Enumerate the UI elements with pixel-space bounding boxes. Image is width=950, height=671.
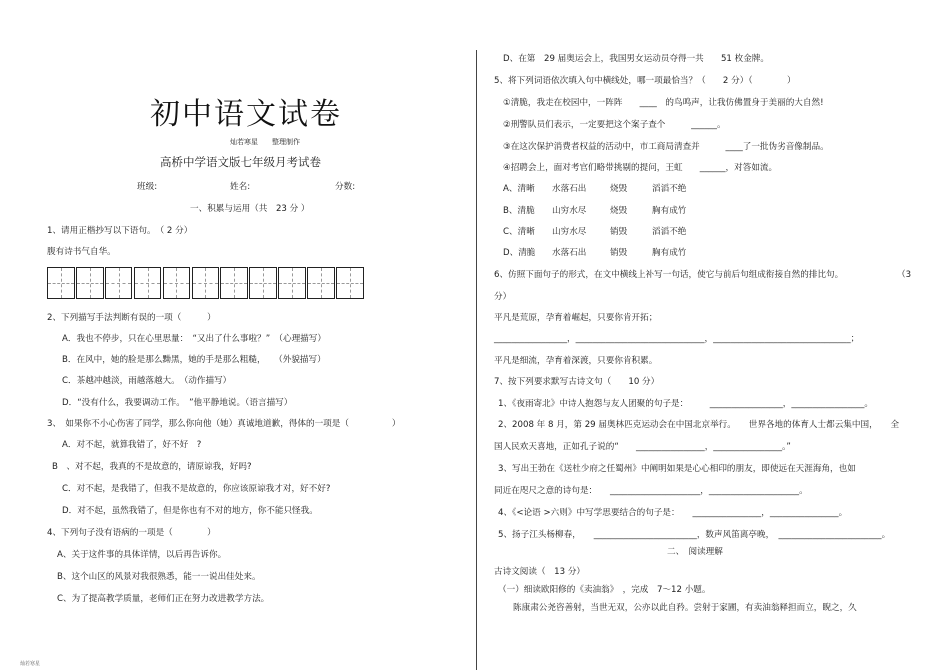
question-5-option-cell: 销毁: [610, 227, 628, 237]
question-7-item-5[interactable]: 5、扬子江头杨柳春， ________________________，数声风笛离亭晚， ________________________。: [498, 530, 891, 540]
grid-cell[interactable]: [220, 267, 248, 299]
grid-cell[interactable]: [163, 267, 191, 299]
grid-cell[interactable]: [307, 267, 335, 299]
question-5-option-cell: 销毁: [610, 248, 628, 258]
question-4-option-c: C、为了提高教学质量，老师们正在努力改进教学方法。: [57, 594, 270, 604]
question-7: 7、按下列要求默写古诗文句（ 10 分）: [494, 377, 660, 387]
question-1: 1、请用正楷抄写以下语句。 （ 2 分）: [47, 226, 193, 236]
section-1-heading: 一、积累与运用（共 23 分 ）: [190, 204, 310, 214]
question-5-sentence-3: ③在这次保护消费者权益的活动中，市工商局清查并 ____了一批伪劣音像制品。: [503, 142, 829, 152]
question-6-score: （3: [897, 270, 912, 280]
grid-cell[interactable]: [336, 267, 364, 299]
question-4-option-d: D、在第 29 届奥运会上，我国男女运动员夺得一共 51 枚金牌。: [503, 54, 769, 64]
grid-cell[interactable]: [278, 267, 306, 299]
question-7-item-3a: 3、写出王勃在《送杜少府之任蜀州》中阐明如果是心心相印的朋友，即使远在天涯海角，也如: [498, 464, 856, 474]
grid-cell[interactable]: [249, 267, 277, 299]
question-5-option-cell: 山穷水尽: [552, 227, 587, 237]
question-5-option-cell: 烧毁: [610, 184, 628, 194]
question-7-item-2a: 2、2008 年 8 月，第 29 届奥林匹克运动会在中国北京举行。 世界各地的体育人士都云集中国， 全: [498, 420, 900, 430]
question-5-option-cell: C、清晰: [503, 227, 535, 237]
question-5-sentence-4: ④招聘会上，面对考官们略带挑剔的提问，王虹 ______，对答如流。: [503, 163, 778, 173]
question-7-item-4[interactable]: 4、《<论语 >六则》中写学思要结合的句子是： ________________，________________。: [498, 508, 848, 518]
question-5-option-cell: 胸有成竹: [652, 206, 687, 216]
question-5-option-cell: 山穷水尽: [552, 206, 587, 216]
question-5-option-cell: 烧毁: [610, 206, 628, 216]
grid-cell[interactable]: [192, 267, 220, 299]
question-6-text-2: 平凡是细流，孕育着深渡，只要你肯积累。: [494, 356, 658, 366]
question-2-option-c: C．茶越冲越淡，雨越落越大。 （动作描写）: [62, 376, 232, 386]
question-2-option-a: A．我也不停步，只在心里思量： “又出了什么事啦？” （心理描写）: [62, 334, 326, 344]
question-3: 3、 如果你不小心伤害了同学，那么你向他（她）真诚地道歉，得体的一项是（ ）: [47, 419, 401, 429]
question-2: 2、下列描写手法判断有误的一项（ ）: [47, 313, 216, 323]
column-divider: [476, 50, 477, 670]
credit-line: 灿若寒星 整理制作: [230, 138, 300, 146]
question-2-option-d: D．“没有什么，我要调动工作。 ”他平静地说。（语言描写）: [62, 398, 293, 408]
question-5-sentence-1: ①清脆，我走在校园中，一阵阵 ____ 的鸟鸣声，让我仿佛置身于美丽的大自然!: [503, 98, 824, 108]
question-1-text: 腹有诗书气自华。: [47, 247, 116, 257]
question-3-option-c: C．对不起，是我错了，但我不是故意的，你应该原谅我才对，好不好?: [62, 484, 331, 494]
question-4: 4、下列句子没有语病的一项是（ ）: [47, 528, 216, 538]
question-3-option-d: D．对不起，虽然我错了，但是你也有不对的地方，你不能只怪我。: [62, 506, 318, 516]
question-6-text-1: 平凡是荒原，孕育着崛起，只要你肯开拓；: [494, 313, 658, 323]
question-5: 5、将下列词语依次填入句中横线处，哪一项最恰当？（ 2 分）（ ）: [494, 76, 796, 86]
question-5-sentence-2: ②刑警队员们表示，一定要把这个案子查个 ______。: [503, 120, 726, 130]
question-6-score-unit: 分）: [494, 292, 512, 302]
footer-credit: 灿若寒星: [20, 661, 41, 667]
question-4-option-a: A、关于这件事的具体详情，以后再告诉你。: [57, 550, 227, 560]
question-3-option-a: A．对不起，就算我错了，好不好 ?: [62, 440, 202, 450]
question-2-option-b: B．在风中，她的脸是那么黝黑，她的手是那么粗糙， （外貌描写）: [62, 355, 326, 365]
reading-passage: 陈康肃公尧咨善射，当世无双，公亦以此自矜。尝射于家圃，有卖油翁释担而立，睨之，久: [513, 603, 857, 613]
grid-cell[interactable]: [47, 267, 75, 299]
question-5-option-cell: 水落石出: [552, 184, 587, 194]
question-7-item-1[interactable]: 1、《夜雨寄北》中诗人抱怨与友人团聚的句子是： _________________，_________________。: [498, 399, 873, 409]
question-5-option-cell: 胸有成竹: [652, 248, 687, 258]
question-5-option-cell: B、清脆: [503, 206, 535, 216]
question-5-option-cell: 滔滔不绝: [652, 227, 687, 237]
page-title: 初中语文试卷: [150, 97, 342, 132]
reading-subheading: （一）细读欧阳修的《卖油翁》 ，完成 7～12 小题。: [498, 585, 711, 595]
exam-name: 高桥中学语文版七年级月考试卷: [160, 155, 321, 169]
class-label: 班级:: [137, 182, 158, 192]
section-2-heading: 二、 阅读理解: [667, 547, 723, 557]
question-5-option-cell: 滔滔不绝: [652, 184, 687, 194]
question-3-option-b: B 、对不起，我真的不是故意的，请原谅我，好吗?: [52, 462, 252, 472]
question-5-option-cell: D、清脆: [503, 248, 536, 258]
question-7-item-2b[interactable]: 国人民欢天喜地，正如孔子说的“ ________________，________________。”: [494, 442, 791, 452]
name-label: 姓名:: [230, 182, 251, 192]
question-7-item-3b[interactable]: 同近在咫尺之意的诗句是： _____________________，_____________________。: [494, 486, 808, 496]
grid-cell[interactable]: [76, 267, 104, 299]
grid-cell[interactable]: [134, 267, 162, 299]
question-4-option-b: B、这个山区的风景对我很熟悉，能一一说出佳处来。: [57, 572, 261, 582]
score-label: 分数:: [335, 182, 356, 192]
question-5-option-cell: 水落石出: [552, 248, 587, 258]
writing-grid[interactable]: [47, 267, 365, 301]
question-6: 6、仿照下面句子的形式，在文中横线上补写一句话，使它与前后句组成衔接自然的排比句。: [494, 270, 844, 280]
reading-heading: 古诗文阅读（ 13 分）: [494, 567, 586, 577]
grid-cell[interactable]: [105, 267, 133, 299]
question-6-blank[interactable]: _________________，______________________________，________________________________；: [494, 334, 860, 344]
question-5-option-cell: A、清晰: [503, 184, 535, 194]
